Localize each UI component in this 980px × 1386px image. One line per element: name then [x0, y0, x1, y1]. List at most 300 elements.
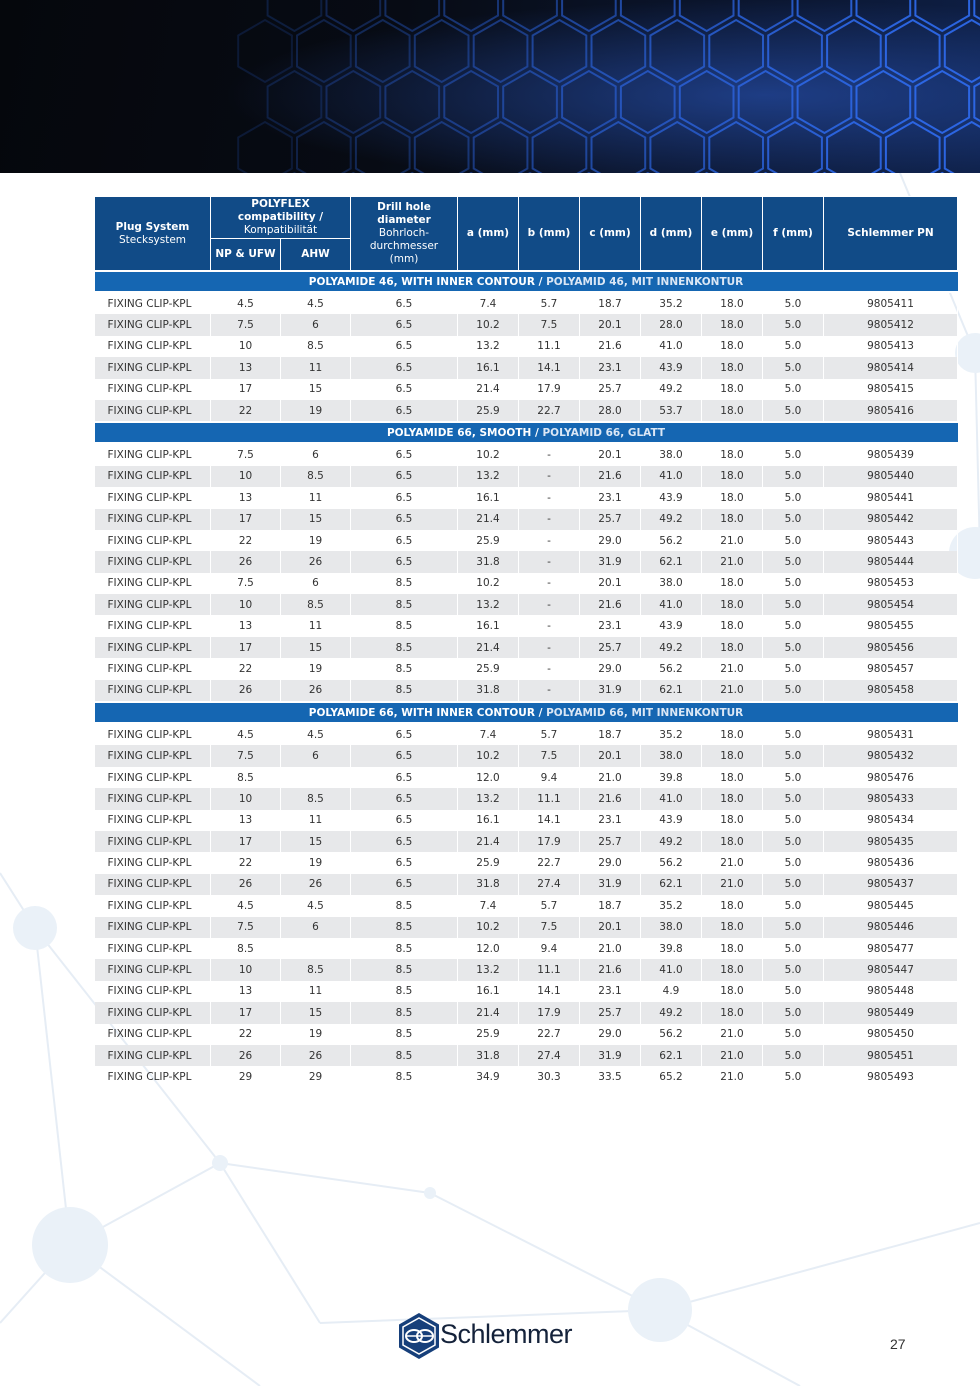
table-cell: 21.6 [580, 959, 641, 980]
table-cell: 14.1 [519, 810, 580, 831]
table-cell: 21.4 [458, 509, 519, 530]
table-cell: FIXING CLIP-KPL [95, 487, 211, 508]
table-cell: 29.0 [580, 530, 641, 551]
col-c: c (mm) [580, 197, 641, 272]
table-cell: 26 [211, 874, 281, 895]
col-d: d (mm) [641, 197, 702, 272]
table-cell: 6.5 [351, 336, 458, 357]
table-cell: 8.5 [351, 573, 458, 594]
table-cell: 9805441 [824, 487, 958, 508]
table-cell: FIXING CLIP-KPL [95, 637, 211, 658]
section-title-en: POLYAMIDE 66, WITH INNER CONTOUR [308, 706, 535, 719]
table-cell: 21.6 [580, 336, 641, 357]
table-cell: 9805443 [824, 530, 958, 551]
table-row [95, 1002, 958, 1023]
table-cell: FIXING CLIP-KPL [95, 981, 211, 1002]
table-cell: 15 [281, 379, 351, 400]
table-cell: 38.0 [641, 573, 702, 594]
table-cell: FIXING CLIP-KPL [95, 680, 211, 702]
table-row [95, 573, 958, 594]
table-cell: 22 [211, 400, 281, 422]
section-title-de: POLYAMID 46, MIT INNENKONTUR [546, 275, 744, 288]
table-cell: 8.5 [351, 981, 458, 1002]
table-cell: 53.7 [641, 400, 702, 422]
table-cell: FIXING CLIP-KPL [95, 443, 211, 465]
table-cell: 19 [281, 658, 351, 679]
table-cell: 6.5 [351, 314, 458, 335]
table-row [95, 767, 958, 788]
table-cell: - [519, 551, 580, 572]
table-cell: 9805434 [824, 810, 958, 831]
table-cell: 18.0 [702, 314, 763, 335]
table-cell: 10 [211, 466, 281, 487]
table-cell: 62.1 [641, 680, 702, 702]
table-cell: 43.9 [641, 487, 702, 508]
table-cell: 5.0 [763, 1045, 824, 1066]
table-cell: FIXING CLIP-KPL [95, 938, 211, 959]
table-row [95, 831, 958, 852]
table-cell: 9805415 [824, 379, 958, 400]
table-cell: 31.8 [458, 551, 519, 572]
table-cell: 22 [211, 1024, 281, 1045]
table-cell: 21.0 [702, 874, 763, 895]
table-cell: 21.0 [702, 852, 763, 873]
col-e: e (mm) [702, 197, 763, 272]
table-cell: 5.0 [763, 788, 824, 809]
table-cell: 18.0 [702, 723, 763, 745]
table-cell: 21.6 [580, 594, 641, 615]
table-cell: 9805476 [824, 767, 958, 788]
table-cell: 9805455 [824, 615, 958, 636]
table-cell: 18.0 [702, 959, 763, 980]
table-cell: 5.0 [763, 981, 824, 1002]
table-cell: 18.0 [702, 788, 763, 809]
table-cell: 19 [281, 530, 351, 551]
table-cell: 41.0 [641, 788, 702, 809]
table-cell: 9805444 [824, 551, 958, 572]
table-cell: 7.5 [519, 314, 580, 335]
table-cell: 6 [281, 917, 351, 938]
table-cell: 17.9 [519, 831, 580, 852]
table-cell: 26 [211, 551, 281, 572]
table-row [95, 615, 958, 636]
table-cell: 9805445 [824, 895, 958, 916]
table-cell: FIXING CLIP-KPL [95, 895, 211, 916]
table-cell: 13.2 [458, 594, 519, 615]
table-cell: 8.5 [351, 615, 458, 636]
table-row [95, 292, 958, 314]
table-cell: FIXING CLIP-KPL [95, 1002, 211, 1023]
table-cell: 62.1 [641, 874, 702, 895]
table-cell: 22.7 [519, 852, 580, 873]
section-title-de: POLYAMID 66, MIT INNENKONTUR [546, 706, 744, 719]
table-cell: 7.4 [458, 723, 519, 745]
col-f: f (mm) [763, 197, 824, 272]
table-cell: 9805493 [824, 1066, 958, 1087]
table-cell: 56.2 [641, 530, 702, 551]
table-row [95, 810, 958, 831]
table-cell: 18.0 [702, 594, 763, 615]
table-cell: 8.5 [351, 959, 458, 980]
table-cell: FIXING CLIP-KPL [95, 466, 211, 487]
table-cell: 5.0 [763, 443, 824, 465]
table-cell: 9805436 [824, 852, 958, 873]
table-cell: 5.0 [763, 400, 824, 422]
table-cell: 22 [211, 852, 281, 873]
table-row [95, 874, 958, 895]
table-cell: 15 [281, 509, 351, 530]
table-cell: 29 [211, 1066, 281, 1087]
table-cell: 9805432 [824, 745, 958, 766]
table-cell: FIXING CLIP-KPL [95, 788, 211, 809]
table-cell: 17 [211, 379, 281, 400]
table-row [95, 530, 958, 551]
table-cell: 6 [281, 573, 351, 594]
table-cell: 8.5 [281, 466, 351, 487]
table-cell: 25.7 [580, 379, 641, 400]
table-cell: 8.5 [351, 917, 458, 938]
table-cell: 9805458 [824, 680, 958, 702]
table-cell: 22.7 [519, 1024, 580, 1045]
table-cell: 21.6 [580, 466, 641, 487]
table-cell: 21.0 [580, 767, 641, 788]
table-cell: FIXING CLIP-KPL [95, 594, 211, 615]
table-cell: 25.9 [458, 400, 519, 422]
table-cell: 18.0 [702, 443, 763, 465]
table-cell: FIXING CLIP-KPL [95, 959, 211, 980]
table-cell: 8.5 [281, 594, 351, 615]
table-cell: 5.0 [763, 573, 824, 594]
table-cell: 6 [281, 443, 351, 465]
table-cell: 41.0 [641, 594, 702, 615]
hexagon-pattern [0, 0, 980, 173]
table-cell: 10 [211, 336, 281, 357]
table-cell: 18.0 [702, 357, 763, 378]
table-cell: 23.1 [580, 810, 641, 831]
specification-table [94, 196, 958, 1088]
table-cell: 31.9 [580, 874, 641, 895]
table-cell: FIXING CLIP-KPL [95, 573, 211, 594]
table-cell: 6.5 [351, 443, 458, 465]
table-cell: 34.9 [458, 1066, 519, 1087]
table-cell: 5.0 [763, 551, 824, 572]
table-cell: 11 [281, 357, 351, 378]
table-cell: 20.1 [580, 745, 641, 766]
table-cell: 25.9 [458, 530, 519, 551]
table-cell: 5.0 [763, 637, 824, 658]
table-cell: 5.0 [763, 1002, 824, 1023]
col-polyflex-de: Kompatibilität [243, 224, 318, 236]
table-cell: 4.5 [211, 723, 281, 745]
table-cell: 18.0 [702, 466, 763, 487]
table-cell: 9805431 [824, 723, 958, 745]
table-cell: 65.2 [641, 1066, 702, 1087]
table-cell: 17 [211, 831, 281, 852]
table-cell: 62.1 [641, 1045, 702, 1066]
header-banner [0, 0, 980, 173]
table-cell: 29.0 [580, 852, 641, 873]
table-cell: 11.1 [519, 959, 580, 980]
table-cell: 6.5 [351, 852, 458, 873]
table-cell: 9805446 [824, 917, 958, 938]
table-row [95, 466, 958, 487]
table-cell: 8.5 [351, 938, 458, 959]
table-cell: 56.2 [641, 1024, 702, 1045]
table-cell: 18.0 [702, 917, 763, 938]
table-cell: FIXING CLIP-KPL [95, 852, 211, 873]
section-title [95, 702, 958, 723]
table-cell: 22.7 [519, 400, 580, 422]
table-cell: 9805416 [824, 400, 958, 422]
table-cell: 16.1 [458, 487, 519, 508]
table-cell: 6.5 [351, 788, 458, 809]
table-cell: 7.4 [458, 292, 519, 314]
table-cell: 18.0 [702, 981, 763, 1002]
table-cell: - [519, 658, 580, 679]
table-cell: 4.5 [281, 895, 351, 916]
table-row [95, 314, 958, 335]
table-cell: 6.5 [351, 292, 458, 314]
table-cell: 5.7 [519, 292, 580, 314]
table-cell: 6.5 [351, 357, 458, 378]
table-cell: 18.0 [702, 573, 763, 594]
section-title [95, 422, 958, 443]
table-cell: 5.0 [763, 487, 824, 508]
table-cell: FIXING CLIP-KPL [95, 530, 211, 551]
table-cell: 31.9 [580, 1045, 641, 1066]
table-cell: 5.0 [763, 1024, 824, 1045]
table-row [95, 1024, 958, 1045]
table-cell: 18.0 [702, 400, 763, 422]
table-cell: 39.8 [641, 938, 702, 959]
table-cell: 27.4 [519, 874, 580, 895]
table-cell: 19 [281, 852, 351, 873]
col-plug-system-de: Stecksystem [118, 233, 187, 246]
table-cell: 8.5 [351, 658, 458, 679]
table-cell: 13.2 [458, 336, 519, 357]
table-row [95, 1066, 958, 1087]
table-cell: 49.2 [641, 379, 702, 400]
table-cell: 9805447 [824, 959, 958, 980]
table-cell: 10 [211, 788, 281, 809]
table-cell: 17.9 [519, 379, 580, 400]
table-header [95, 197, 958, 272]
table-cell: 9805439 [824, 443, 958, 465]
table-cell: 41.0 [641, 466, 702, 487]
table-cell: - [519, 594, 580, 615]
table-cell: 22 [211, 530, 281, 551]
table-cell: 9805477 [824, 938, 958, 959]
table-row [95, 551, 958, 572]
table-cell: 8.5 [281, 959, 351, 980]
table-cell: 14.1 [519, 981, 580, 1002]
table-cell: 8.5 [281, 788, 351, 809]
table-cell: 7.4 [458, 895, 519, 916]
table-row [95, 917, 958, 938]
table-cell: 5.0 [763, 530, 824, 551]
table-cell: 18.0 [702, 615, 763, 636]
section-title-separator: / [531, 426, 543, 439]
table-row [95, 788, 958, 809]
table-cell [281, 767, 351, 788]
table-cell: 25.7 [580, 509, 641, 530]
table-cell: FIXING CLIP-KPL [95, 615, 211, 636]
table-cell: FIXING CLIP-KPL [95, 810, 211, 831]
table-cell: 5.0 [763, 917, 824, 938]
table-row [95, 594, 958, 615]
col-a: a (mm) [458, 197, 519, 272]
table-cell: 18.0 [702, 509, 763, 530]
table-cell: 31.8 [458, 1045, 519, 1066]
table-cell: 27.4 [519, 1045, 580, 1066]
table-cell: 62.1 [641, 551, 702, 572]
table-cell: FIXING CLIP-KPL [95, 917, 211, 938]
table-cell: 21.0 [702, 1066, 763, 1087]
table-row [95, 981, 958, 1002]
table-cell: 5.0 [763, 831, 824, 852]
table-cell: 6.5 [351, 551, 458, 572]
table-cell: 18.0 [702, 1002, 763, 1023]
table-cell: 43.9 [641, 810, 702, 831]
table-cell: 4.5 [281, 292, 351, 314]
table-cell: 9805449 [824, 1002, 958, 1023]
table-cell: 5.0 [763, 680, 824, 702]
table-cell: 13.2 [458, 788, 519, 809]
table-cell: 18.7 [580, 292, 641, 314]
table-cell: 9805437 [824, 874, 958, 895]
table-cell: 8.5 [351, 680, 458, 702]
table-cell: FIXING CLIP-KPL [95, 551, 211, 572]
table-cell: 9805448 [824, 981, 958, 1002]
table-cell: 6.5 [351, 509, 458, 530]
table-cell: 25.7 [580, 637, 641, 658]
table-cell: 5.0 [763, 466, 824, 487]
table-cell: 21.6 [580, 788, 641, 809]
table-cell: 25.7 [580, 1002, 641, 1023]
table-cell: 18.7 [580, 895, 641, 916]
table-cell: 8.5 [351, 594, 458, 615]
col-drill [351, 197, 458, 272]
table-cell: 8.5 [351, 1045, 458, 1066]
table-cell: FIXING CLIP-KPL [95, 874, 211, 895]
table-cell: 9805457 [824, 658, 958, 679]
table-cell: 21.0 [702, 551, 763, 572]
table-cell: 8.5 [211, 938, 281, 959]
table-cell: - [519, 487, 580, 508]
table-cell: 11 [281, 487, 351, 508]
table-cell: 8.5 [351, 895, 458, 916]
table-cell: 21.4 [458, 637, 519, 658]
table-cell: 13 [211, 981, 281, 1002]
table-cell: 25.9 [458, 1024, 519, 1045]
col-polyflex-en: POLYFLEX compatibility / [237, 198, 324, 223]
table-cell: 49.2 [641, 831, 702, 852]
table-cell: 49.2 [641, 1002, 702, 1023]
section-title-de: POLYAMID 66, GLATT [542, 426, 666, 439]
table-cell: 21.0 [580, 938, 641, 959]
table-cell: 38.0 [641, 443, 702, 465]
table-row [95, 895, 958, 916]
table-cell: 21.0 [702, 680, 763, 702]
table-cell: 6.5 [351, 831, 458, 852]
page-number: 27 [890, 1336, 906, 1352]
table-cell: 10.2 [458, 573, 519, 594]
table-cell: 28.0 [641, 314, 702, 335]
table-cell: FIXING CLIP-KPL [95, 336, 211, 357]
table-cell: FIXING CLIP-KPL [95, 745, 211, 766]
table-cell: 9805411 [824, 292, 958, 314]
table-cell: 9805451 [824, 1045, 958, 1066]
table-cell: 26 [281, 1045, 351, 1066]
table-cell: 18.0 [702, 292, 763, 314]
table-cell: 13 [211, 810, 281, 831]
table-cell: 21.0 [702, 530, 763, 551]
table-cell: 7.5 [519, 745, 580, 766]
table-cell: FIXING CLIP-KPL [95, 767, 211, 788]
table-row [95, 400, 958, 422]
table-row [95, 443, 958, 465]
table-cell: 28.0 [580, 400, 641, 422]
table-cell: 39.8 [641, 767, 702, 788]
table-cell: 9805435 [824, 831, 958, 852]
table-cell: 9805450 [824, 1024, 958, 1045]
table-cell: 9805454 [824, 594, 958, 615]
table-cell: 23.1 [580, 615, 641, 636]
schlemmer-logo [396, 1311, 596, 1361]
table-cell: 11 [281, 981, 351, 1002]
table-row [95, 938, 958, 959]
table-cell: 9805433 [824, 788, 958, 809]
table-cell: - [519, 466, 580, 487]
table-cell: 20.1 [580, 917, 641, 938]
table-cell: - [519, 530, 580, 551]
table-row [95, 379, 958, 400]
table-body [95, 271, 958, 1088]
table-cell: 6 [281, 314, 351, 335]
table-cell: 22 [211, 658, 281, 679]
table-cell: 43.9 [641, 357, 702, 378]
table-cell: 29.0 [580, 658, 641, 679]
col-np-ufw: NP & UFW [211, 239, 281, 272]
table-cell: 6.5 [351, 745, 458, 766]
table-cell: 6.5 [351, 723, 458, 745]
table-cell: 6.5 [351, 466, 458, 487]
table-cell: 5.7 [519, 723, 580, 745]
table-cell: 5.0 [763, 379, 824, 400]
table-cell: 21.4 [458, 379, 519, 400]
table-cell: 17 [211, 1002, 281, 1023]
table-cell: 12.0 [458, 767, 519, 788]
table-cell: 18.7 [580, 723, 641, 745]
table-cell: 5.0 [763, 336, 824, 357]
table-cell: 18.0 [702, 336, 763, 357]
table-cell: 19 [281, 1024, 351, 1045]
table-cell: 11 [281, 810, 351, 831]
table-cell: 35.2 [641, 723, 702, 745]
table-cell: 25.9 [458, 658, 519, 679]
table-cell: FIXING CLIP-KPL [95, 509, 211, 530]
table-cell: 9805442 [824, 509, 958, 530]
table-cell: 16.1 [458, 810, 519, 831]
table-cell: 5.0 [763, 314, 824, 335]
table-cell: 41.0 [641, 959, 702, 980]
table-cell: 17.9 [519, 1002, 580, 1023]
table-cell: 9805412 [824, 314, 958, 335]
table-cell: 5.0 [763, 767, 824, 788]
table-cell: 49.2 [641, 509, 702, 530]
table-cell: 20.1 [580, 443, 641, 465]
table-cell: 5.0 [763, 723, 824, 745]
